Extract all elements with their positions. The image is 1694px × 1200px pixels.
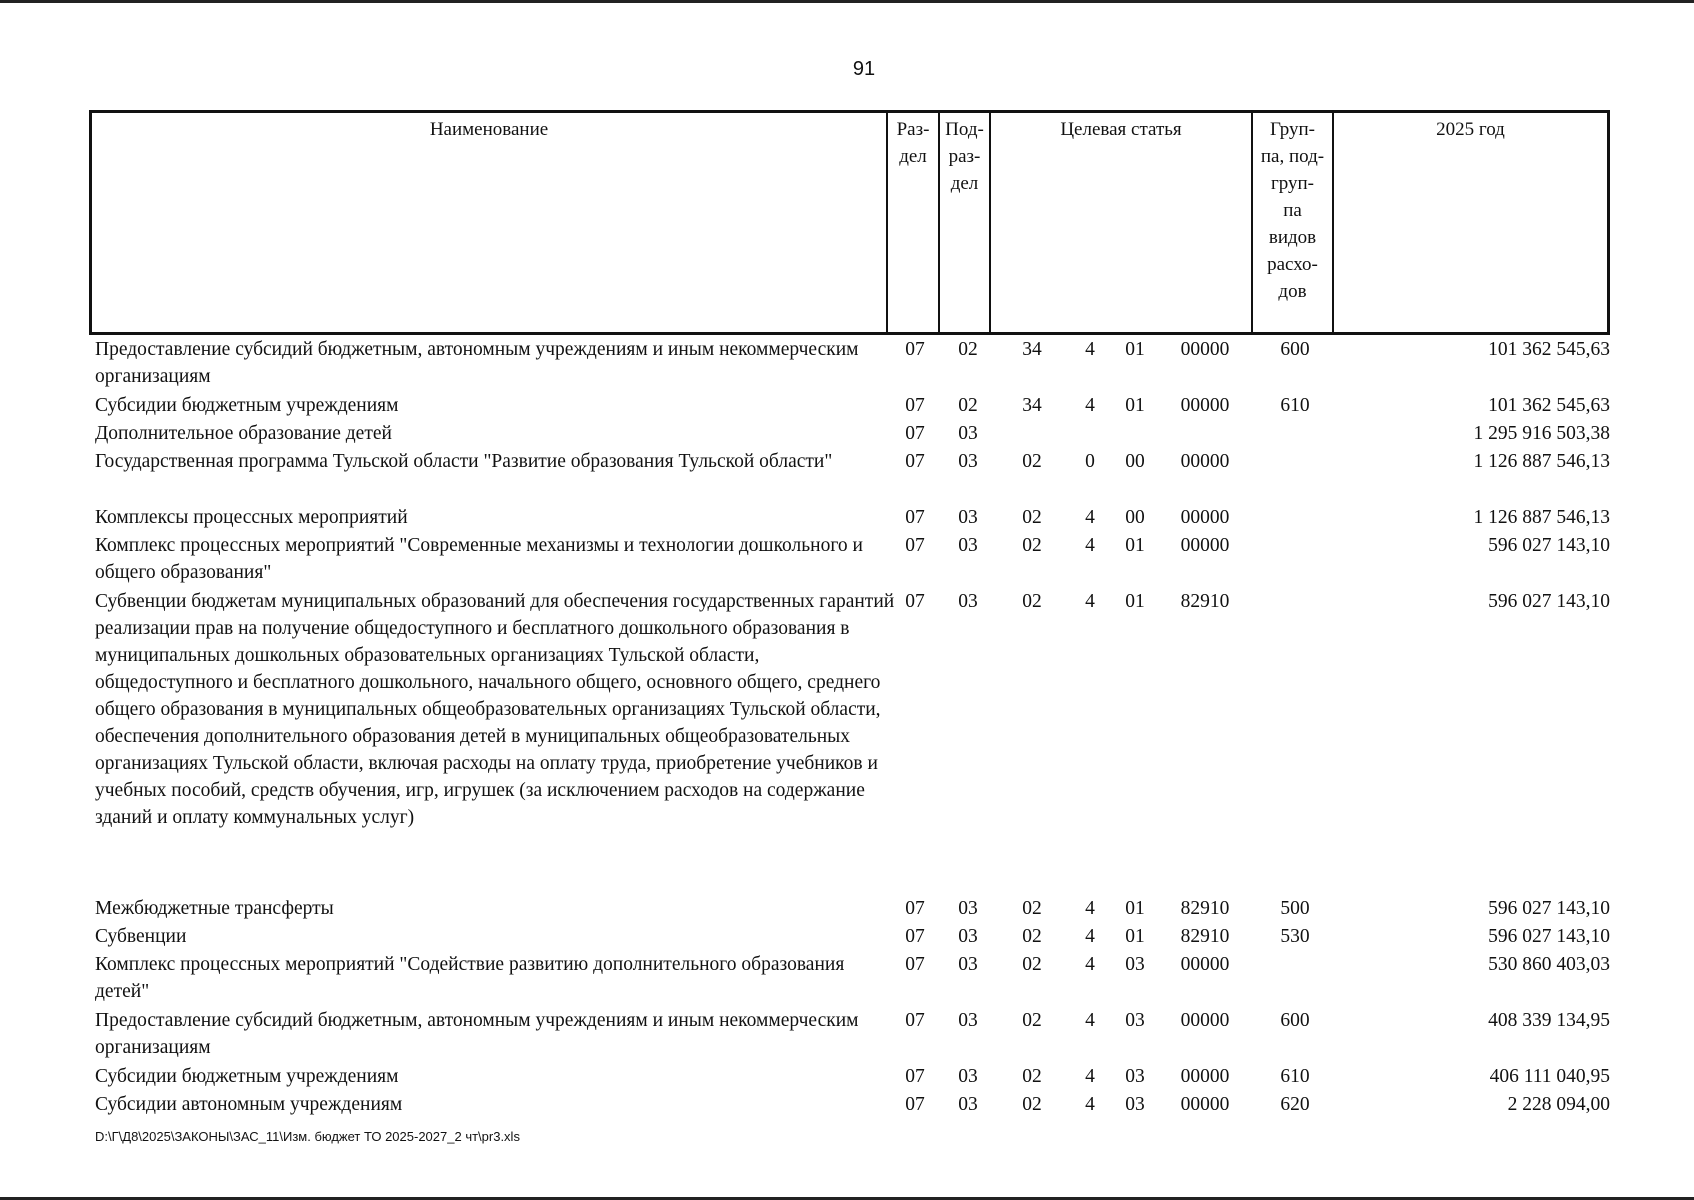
row-razdel: 07 <box>905 926 925 947</box>
row-razdel: 07 <box>905 1066 925 1087</box>
row-amount-2025: 596 027 143,10 <box>1488 535 1610 556</box>
row-target-program: 02 <box>1022 954 1042 975</box>
row-amount-2025: 596 027 143,10 <box>1488 898 1610 919</box>
row-target-type: 4 <box>1085 591 1095 612</box>
row-razdel: 07 <box>905 1094 925 1115</box>
row-podrazdel: 03 <box>958 954 978 975</box>
row-expense-group: 600 <box>1280 339 1310 360</box>
row-target-program: 34 <box>1022 395 1042 416</box>
row-target-program: 02 <box>1022 451 1042 472</box>
row-name: Предоставление субсидий бюджетным, автономным учреждениям и иным некоммерческим организациям <box>95 1010 859 1058</box>
row-target-complex: 01 <box>1125 535 1145 556</box>
row-target-type: 4 <box>1085 507 1095 528</box>
row-name: Субсидии автономным учреждениям <box>95 1094 403 1115</box>
row-amount-2025: 1 126 887 546,13 <box>1473 507 1610 528</box>
row-target-direction: 82910 <box>1180 591 1230 612</box>
row-target-type: 4 <box>1085 535 1095 556</box>
row-podrazdel: 03 <box>958 1066 978 1087</box>
row-amount-2025: 596 027 143,10 <box>1488 591 1610 612</box>
row-target-complex: 01 <box>1125 339 1145 360</box>
row-podrazdel: 03 <box>958 926 978 947</box>
row-target-program: 02 <box>1022 898 1042 919</box>
row-name: Дополнительное образование детей <box>95 423 392 444</box>
row-razdel: 07 <box>905 423 925 444</box>
header-razdel: Раз- дел <box>896 119 930 167</box>
row-razdel: 07 <box>905 339 925 360</box>
row-expense-group: 610 <box>1280 1066 1310 1087</box>
row-target-direction: 82910 <box>1180 898 1230 919</box>
row-podrazdel: 02 <box>958 339 978 360</box>
header-divider <box>1332 113 1334 332</box>
row-name: Государственная программа Тульской области "Развитие образования Тульской области" <box>95 451 833 472</box>
row-podrazdel: 03 <box>958 591 978 612</box>
row-podrazdel: 03 <box>958 898 978 919</box>
row-razdel: 07 <box>905 451 925 472</box>
row-target-type: 4 <box>1085 1094 1095 1115</box>
row-razdel: 07 <box>905 898 925 919</box>
row-razdel: 07 <box>905 1010 925 1031</box>
row-target-program: 02 <box>1022 1066 1042 1087</box>
row-target-complex: 01 <box>1125 926 1145 947</box>
row-target-direction: 00000 <box>1180 1066 1230 1087</box>
row-target-program: 02 <box>1022 507 1042 528</box>
row-target-direction: 82910 <box>1180 926 1230 947</box>
row-name: Комплексы процессных мероприятий <box>95 507 408 528</box>
row-name: Межбюджетные трансферты <box>95 898 334 919</box>
row-target-type: 4 <box>1085 1066 1095 1087</box>
row-expense-group: 610 <box>1280 395 1310 416</box>
scan-border-top <box>0 0 1694 3</box>
row-target-complex: 00 <box>1125 451 1145 472</box>
table-header <box>89 110 1610 335</box>
row-target-direction: 00000 <box>1180 339 1230 360</box>
row-target-program: 02 <box>1022 591 1042 612</box>
row-name: Субвенции <box>95 926 187 947</box>
row-name: Субсидии бюджетным учреждениям <box>95 395 399 416</box>
row-podrazdel: 03 <box>958 1010 978 1031</box>
row-expense-group: 620 <box>1280 1094 1310 1115</box>
row-target-complex: 03 <box>1125 1094 1145 1115</box>
row-target-type: 4 <box>1085 954 1095 975</box>
row-target-direction: 00000 <box>1180 395 1230 416</box>
row-target-program: 02 <box>1022 926 1042 947</box>
row-target-complex: 01 <box>1125 395 1145 416</box>
row-target-complex: 03 <box>1125 954 1145 975</box>
row-podrazdel: 03 <box>958 423 978 444</box>
header-podrazdel: Под- раз- дел <box>945 119 984 194</box>
row-razdel: 07 <box>905 507 925 528</box>
header-divider <box>989 113 991 332</box>
row-target-type: 4 <box>1085 339 1095 360</box>
row-target-type: 4 <box>1085 395 1095 416</box>
row-name: Субсидии бюджетным учреждениям <box>95 1066 399 1087</box>
row-razdel: 07 <box>905 395 925 416</box>
row-podrazdel: 02 <box>958 395 978 416</box>
row-target-complex: 03 <box>1125 1066 1145 1087</box>
row-target-program: 02 <box>1022 535 1042 556</box>
row-target-complex: 03 <box>1125 1010 1145 1031</box>
row-amount-2025: 1 295 916 503,38 <box>1473 423 1610 444</box>
header-celevaya-statya: Целевая статья <box>1060 119 1182 140</box>
row-name: Предоставление субсидий бюджетным, автономным учреждениям и иным некоммерческим организациям <box>95 339 859 387</box>
row-expense-group: 530 <box>1280 926 1310 947</box>
row-name: Комплекс процессных мероприятий "Содействие развитию дополнительного образования детей" <box>95 954 845 1002</box>
row-target-direction: 00000 <box>1180 1010 1230 1031</box>
row-amount-2025: 101 362 545,63 <box>1488 339 1610 360</box>
row-podrazdel: 03 <box>958 507 978 528</box>
row-amount-2025: 596 027 143,10 <box>1488 926 1610 947</box>
row-target-type: 4 <box>1085 898 1095 919</box>
row-razdel: 07 <box>905 535 925 556</box>
row-target-direction: 00000 <box>1180 954 1230 975</box>
row-podrazdel: 03 <box>958 535 978 556</box>
footer-file-path: D:\Г\Д8\2025\ЗАКОНЫ\ЗАС_11\Изм. бюджет ТО 2025-2027_2 чт\pr3.xls <box>95 1129 520 1144</box>
row-expense-group: 500 <box>1280 898 1310 919</box>
page-number: 91 <box>852 58 876 80</box>
row-target-program: 02 <box>1022 1094 1042 1115</box>
row-target-complex: 01 <box>1125 591 1145 612</box>
row-target-direction: 00000 <box>1180 535 1230 556</box>
row-amount-2025: 2 228 094,00 <box>1507 1094 1610 1115</box>
header-name: Наименование <box>429 119 549 140</box>
row-amount-2025: 406 111 040,95 <box>1489 1066 1610 1087</box>
row-target-complex: 00 <box>1125 507 1145 528</box>
row-target-type: 0 <box>1085 451 1095 472</box>
row-razdel: 07 <box>905 954 925 975</box>
row-name: Субвенции бюджетам муниципальных образований для обеспечения государственных гарантий реализации прав на получение общедоступного и бесплатного дошкольного образования в муниципальных дошкольных образовательных организациях Тульской области, общедоступного и бесплатного дошкольного, начального общего, основного общего, среднего общего образования в муниципальных общеобразовательных организациях Тульской области, обеспечения дополнительного образования детей в муниципальных общеобразовательных организациях Тульской области, включая расходы на оплату труда, приобретение учебников и учебных пособий, средств обучения, игр, игрушек (за исключением расходов на содержание зданий и оплату коммунальных услуг) <box>95 591 895 828</box>
row-razdel: 07 <box>905 591 925 612</box>
header-year: 2025 год <box>1436 119 1505 140</box>
row-podrazdel: 03 <box>958 451 978 472</box>
row-target-type: 4 <box>1085 926 1095 947</box>
row-amount-2025: 408 339 134,95 <box>1488 1010 1610 1031</box>
row-amount-2025: 101 362 545,63 <box>1488 395 1610 416</box>
header-gruppa: Груп- па, под- груп- па видов расхо- дов <box>1260 119 1325 302</box>
row-target-direction: 00000 <box>1180 451 1230 472</box>
row-target-type: 4 <box>1085 1010 1095 1031</box>
row-target-direction: 00000 <box>1180 1094 1230 1115</box>
row-name: Комплекс процессных мероприятий "Современные механизмы и технологии дошкольного и общего образования" <box>95 535 863 583</box>
row-expense-group: 600 <box>1280 1010 1310 1031</box>
row-target-program: 34 <box>1022 339 1042 360</box>
row-target-complex: 01 <box>1125 898 1145 919</box>
row-target-direction: 00000 <box>1180 507 1230 528</box>
row-target-program: 02 <box>1022 1010 1042 1031</box>
row-podrazdel: 03 <box>958 1094 978 1115</box>
row-amount-2025: 530 860 403,03 <box>1488 954 1610 975</box>
row-amount-2025: 1 126 887 546,13 <box>1473 451 1610 472</box>
